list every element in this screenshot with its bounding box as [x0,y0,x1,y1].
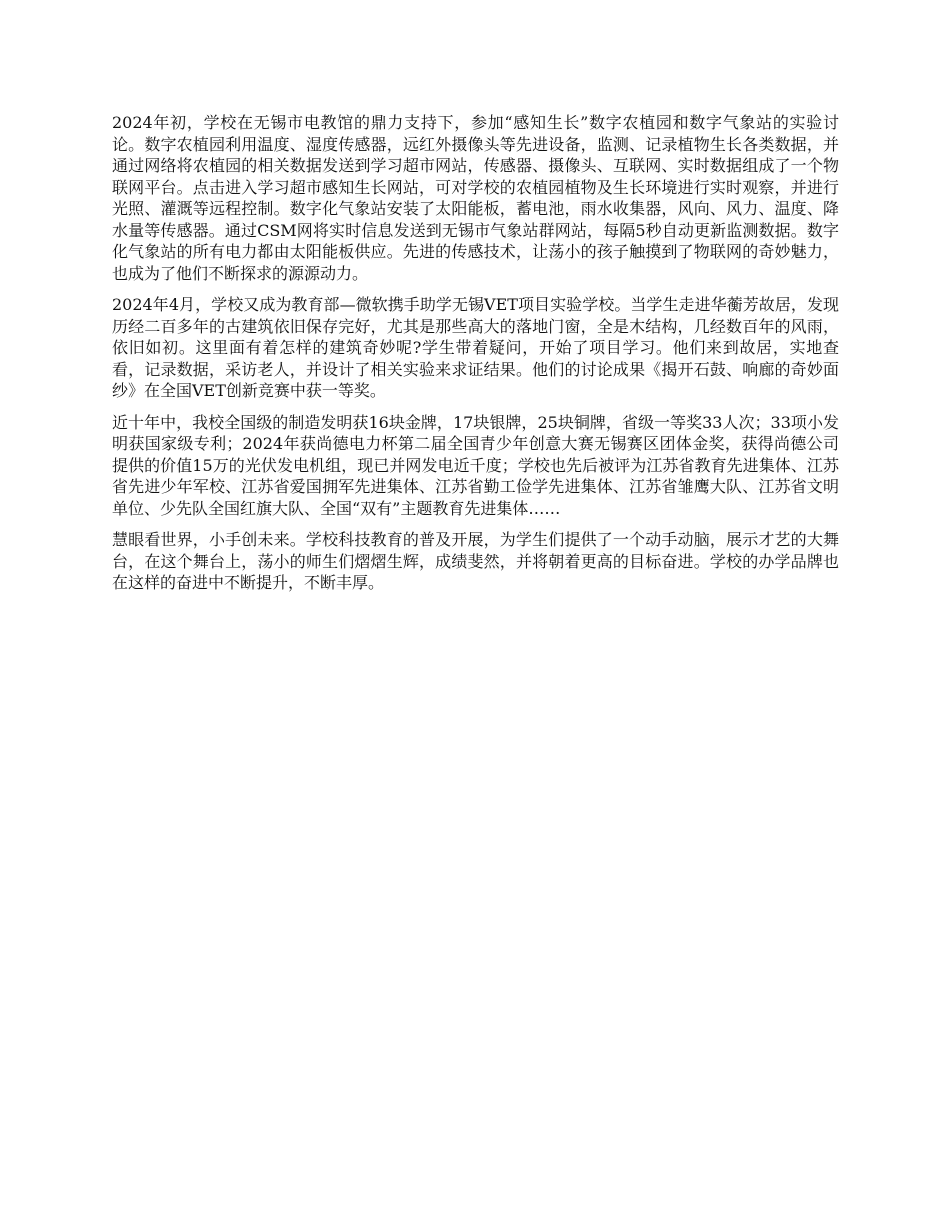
paragraph-1: 2024年初，学校在无锡市电教馆的鼎力支持下，参加“感知生长”数字农植园和数字气象站的实验讨论。数字农植园利用温度、湿度传感器，远红外摄像头等先进设备，监测、记录植物生长各类数据，并通过网络将农植园的相关数据发送到学习超市网站，传感器、摄像头、互联网、实时数据组成了一个物联网平台。点击进入学习超市感知生长网站，可对学校的农植园植物及生长环境进行实时观察，并进行光照、灌溉等远程控制。数字化气象站安装了太阳能板，蓄电池，雨水收集器，风向、风力、温度、降水量等传感器。通过CSM网将实时信息发送到无锡市气象站群网站，每隔5秒自动更新监测数据。数字化气象站的所有电力都由太阳能板供应。先进的传感技术，让荡小的孩子触摸到了物联网的奇妙魅力，也成为了他们不断探求的源源动力。 [112,113,839,283]
paragraph-4: 慧眼看世界，小手创未来。学校科技教育的普及开展，为学生们提供了一个动手动脑，展示才艺的大舞台，在这个舞台上，荡小的师生们熠熠生辉，成绩斐然，并将朝着更高的目标奋进。学校的办学品牌也在这样的奋进中不断提升，不断丰厚。 [112,530,839,592]
paragraph-3: 近十年中，我校全国级的制造发明获16块金牌，17块银牌，25块铜牌，省级一等奖33人次；33项小发明获国家级专利；2024年获尚德电力杯第二届全国青少年创意大赛无锡赛区团体金奖，获得尚德公司提供的价值15万的光伏发电机组，现已并网发电近千度；学校也先后被评为江苏省教育先进集体、江苏省先进少年军校、江苏省爱国拥军先进集体、江苏省勤工俭学先进集体、江苏省雏鹰大队、江苏省文明单位、少先队全国红旗大队、全国“双有”主题教育先进集体…… [112,412,839,518]
article-body [112,112,839,604]
paragraph-2: 2024年4月，学校又成为教育部—微软携手助学无锡VET项目实验学校。当学生走进华蘅芳故居，发现历经二百多年的古建筑依旧保存完好，尤其是那些高大的落地门窗，全是木结构，几经数百年的风雨，依旧如初。这里面有着怎样的建筑奇妙呢?学生带着疑问，开始了项目学习。他们来到故居，实地查看，记录数据，采访老人，并设计了相关实验来求证结果。他们的讨论成果《揭开石鼓、响廊的奇妙面纱》在全国VET创新竞赛中获一等奖。 [112,295,839,400]
